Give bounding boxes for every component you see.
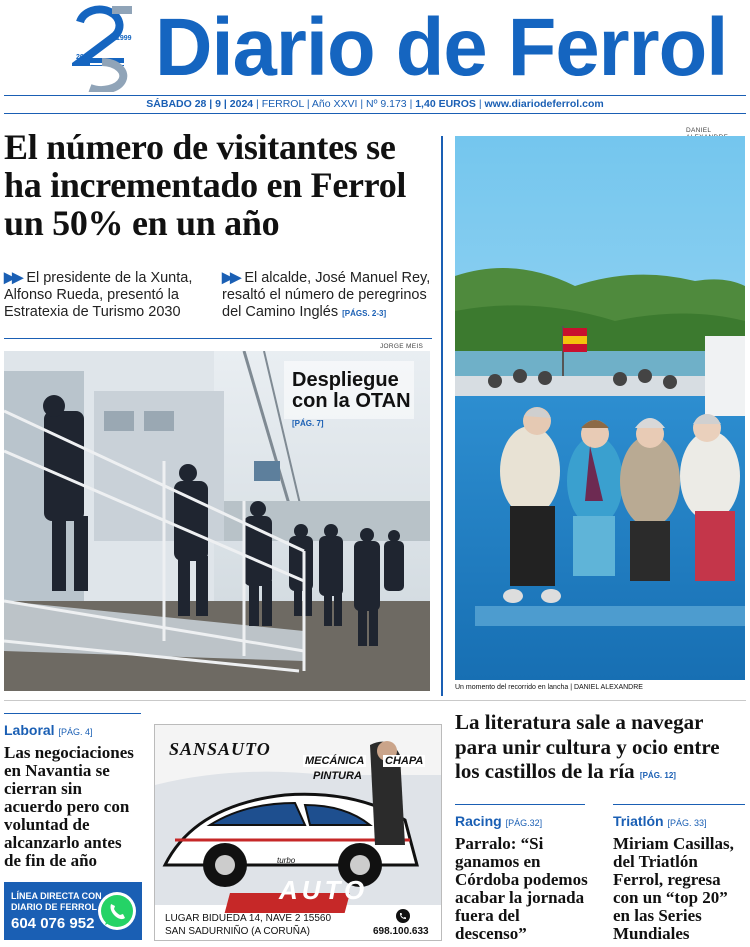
racing-section <box>455 813 542 829</box>
ad-phone[interactable]: 698.100.633 <box>373 926 429 937</box>
masthead-rule-top <box>4 95 746 96</box>
dateline-price: 1,40 EUROS <box>415 98 476 110</box>
ad-box[interactable] <box>154 724 442 941</box>
ad-tag-chapa: CHAPA <box>385 755 424 767</box>
dateline-date: SÁBADO 28 | 9 | 2024 <box>146 98 254 110</box>
dateline-city: FERROL <box>261 98 304 110</box>
boat-page-ref[interactable]: [PÁG. 12] <box>639 771 676 780</box>
racing-text[interactable]: Parralo: “Si ganamos en Córdoba podemos acabar la jornada fuera del descenso” <box>455 834 588 943</box>
nato-photo-credit: JORGE MEIS <box>380 343 424 350</box>
ad-brand-top: SANSAUTO <box>169 739 271 759</box>
triatlon-text[interactable]: Miriam Casillas, del Triatlón Ferrol, regresa con un “top 20” en las Series Mundiales <box>613 834 734 943</box>
racing-rule <box>455 804 585 805</box>
masthead-title[interactable]: Diario de Ferrol <box>155 2 728 93</box>
hotline-label-1: LÍNEA DIRECTA CON <box>11 891 102 901</box>
lead-sub-1-text: El presidente de la Xunta, Alfonso Rueda, presentó la Estratexia de Turismo 2030 <box>4 270 193 320</box>
hotline-box[interactable] <box>4 882 142 940</box>
hotline-phone[interactable]: 604 076 952 <box>11 915 95 932</box>
boat-photo[interactable] <box>455 136 745 680</box>
triatlon-section-label[interactable]: Triatlón <box>613 813 664 829</box>
dateline-website[interactable]: www.diariodeferrol.com <box>484 98 604 110</box>
ad-brand-bottom: AUTO <box>279 875 369 905</box>
ad-tag-mecanica: MECÁNICA <box>305 755 365 767</box>
nato-page-ref[interactable]: [PÁG. 7] <box>292 419 324 428</box>
lead-headline[interactable]: El número de visitantes se ha incrementado en Ferrol un 50% en un año <box>4 127 407 243</box>
nato-title[interactable]: Despliegue con la OTAN <box>292 369 411 412</box>
lead-rule <box>4 338 432 339</box>
masthead-rule-bottom <box>4 113 746 114</box>
masthead-logo <box>72 4 138 92</box>
laboral-rule <box>4 713 141 714</box>
laboral-page-ref[interactable]: [PÁG. 4] <box>58 727 93 737</box>
boat-photo-credit: DANIEL <box>686 127 712 134</box>
dateline-number: Nº 9.173 <box>366 98 407 110</box>
hotline-label-2: DIARIO DE FERROL <box>11 902 98 912</box>
laboral-section <box>4 722 92 738</box>
arrow-icon: ▶▶ <box>4 270 21 286</box>
boat-caption-credit: DANIEL ALEXANDRE <box>573 684 643 691</box>
boat-headline[interactable] <box>455 710 747 789</box>
lead-sub-1 <box>4 270 204 321</box>
dateline: SÁBADO 28 | 9 | 2024 | FERROL | Año XXVI | Nº 9.173 | 1,40 EUROS | www.diariodeferrol.com <box>146 98 604 110</box>
racing-page-ref[interactable]: [PÁG.32] <box>505 818 543 828</box>
triatlon-page-ref[interactable]: [PÁG. 33] <box>667 818 707 828</box>
lead-sub-2 <box>222 270 434 322</box>
ad-address-2: SAN SADURNIÑO (A CORUÑA) <box>165 926 311 937</box>
column-divider <box>441 136 443 696</box>
boat-caption: Un momento del recorrido en lancha | DANIEL ALEXANDRE <box>455 684 643 691</box>
boat-headline-text: La literatura sale a navegar para unir cultura y ocio entre los castillos de la ría <box>455 710 720 783</box>
boat-caption-text: Un momento del recorrido en lancha <box>455 684 569 691</box>
ad-address-1: LUGAR BIDUEDA 14, NAVE 2 15560 <box>165 913 332 924</box>
whatsapp-icon <box>96 890 138 932</box>
logo-year-start: 1999 <box>116 35 132 42</box>
triatlon-rule <box>613 804 745 805</box>
lead-sub-2-text: El alcalde, José Manuel Rey, resaltó el número de peregrinos del Camino Inglés <box>222 270 431 320</box>
laboral-text[interactable]: Las negociaciones en Navantia se cierran sin acuerdo pero con voluntad de alcanzarlo antes de fin de año <box>4 743 134 870</box>
ad-tag-pintura: PINTURA <box>313 770 362 782</box>
racing-section-label[interactable]: Racing <box>455 813 502 829</box>
lead-page-ref[interactable]: [PÁGS. 2-3] <box>342 309 387 318</box>
logo-year-end: 2024 <box>76 54 92 61</box>
mid-rule <box>4 700 746 701</box>
arrow-icon: ▶▶ <box>222 270 239 286</box>
ad-car-word: turbo <box>277 856 296 865</box>
triatlon-section <box>613 813 706 829</box>
dateline-year: Año XXVI <box>311 98 358 110</box>
laboral-section-label[interactable]: Laboral <box>4 722 55 738</box>
phone-icon <box>396 909 410 923</box>
